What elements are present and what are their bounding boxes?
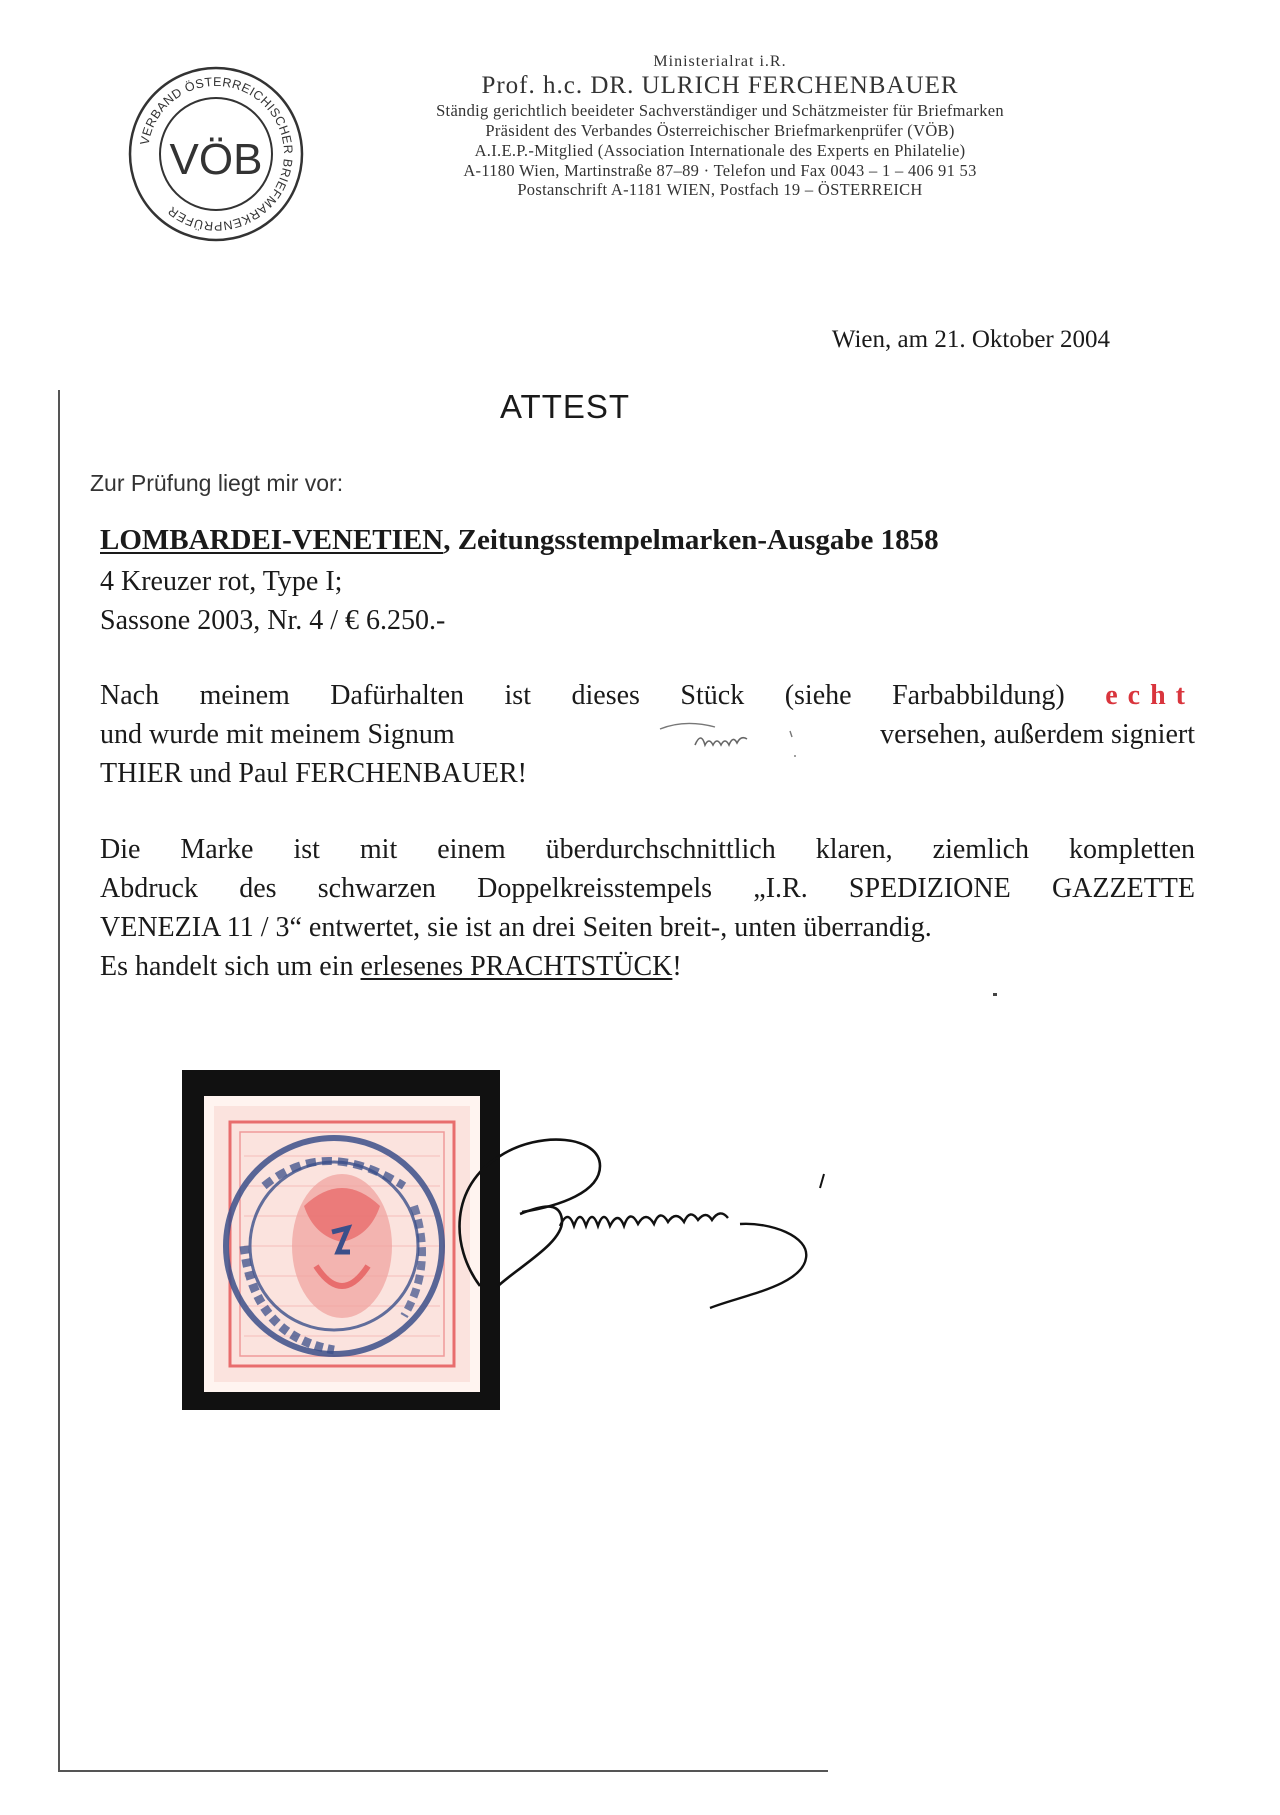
description-line-4 <box>100 947 682 986</box>
description-text: ! <box>672 951 682 982</box>
frame-line-bottom <box>58 1770 828 1772</box>
letterhead-address: A-1180 Wien, Martinstraße 87–89 · Telefon und Fax 0043 – 1 – 406 91 53 <box>463 160 977 180</box>
opinion-line-1 <box>100 676 1195 715</box>
seal-monogram: VÖB <box>169 135 263 184</box>
letterhead-title: Ministerialrat i.R. <box>653 53 787 70</box>
speck <box>993 993 997 996</box>
description-text: Es handelt sich um ein <box>100 951 361 982</box>
opinion-text: Nach meinem Dafürhalten ist dieses Stück (siehe Farbabbildung) <box>100 680 1065 711</box>
description-line-1: Die Marke ist mit einem überdurchschnittlich klaren, ziemlich kompletten <box>100 834 1195 865</box>
item-title <box>100 524 939 557</box>
page-title: ATTEST <box>500 388 631 425</box>
document-date: Wien, am 21. Oktober 2004 <box>831 326 1110 353</box>
item-region: LOMBARDEI-VENETIEN <box>100 524 444 556</box>
frame-line-left <box>58 390 60 1770</box>
item-issue: , Zeitungsstempelmarken-Ausgabe 1858 <box>443 524 939 556</box>
signature-icon <box>410 1096 890 1336</box>
item-catalog: Sassone 2003, Nr. 4 / € 6.250.- <box>100 605 446 636</box>
letterhead-line: Präsident des Verbandes Österreichischer Briefmarkenprüfer (VÖB) <box>485 120 955 140</box>
letterhead-name: Prof. h.c. DR. ULRICH FERCHENBAUER <box>481 72 959 100</box>
letterhead <box>320 52 1120 200</box>
opinion-line-2 <box>100 715 1195 754</box>
opinion-text: und wurde mit meinem Signum <box>100 719 455 750</box>
item-stamp: 4 Kreuzer rot, Type I; <box>100 566 343 597</box>
voeb-seal <box>126 64 306 244</box>
letterhead-postal: Postanschrift A-1181 WIEN, Postfach 19 – ÖSTERREICH <box>517 180 923 200</box>
letterhead-line: A.I.E.P.-Mitglied (Association Internationale des Experts en Philatelie) <box>474 140 966 160</box>
prachtstueck-text: erlesenes PRACHTSTÜCK <box>360 951 673 982</box>
verdict-text: echt <box>1105 680 1195 711</box>
description-line-3: VENEZIA 11 / 3“ entwertet, sie ist an drei Seiten breit-, unten überrandig. <box>100 912 932 943</box>
description-line-2: Abdruck des schwarzen Doppelkreisstempels „I.R. SPEDIZIONE GAZZETTE <box>100 873 1195 904</box>
small-signum-icon <box>655 717 805 757</box>
subheading: Zur Prüfung liegt mir vor: <box>90 470 344 496</box>
letterhead-line: Ständig gerichtlich beeideter Sachverständiger und Schätzmeister für Briefmarken <box>436 101 1004 121</box>
seal-ring-text: VERBAND ÖSTERREICHISCHER BRIEFMARKENPRÜFER <box>137 74 296 234</box>
opinion-text: versehen, außerdem signiert <box>880 719 1195 750</box>
opinion-line-3: THIER und Paul FERCHENBAUER! <box>100 758 527 789</box>
